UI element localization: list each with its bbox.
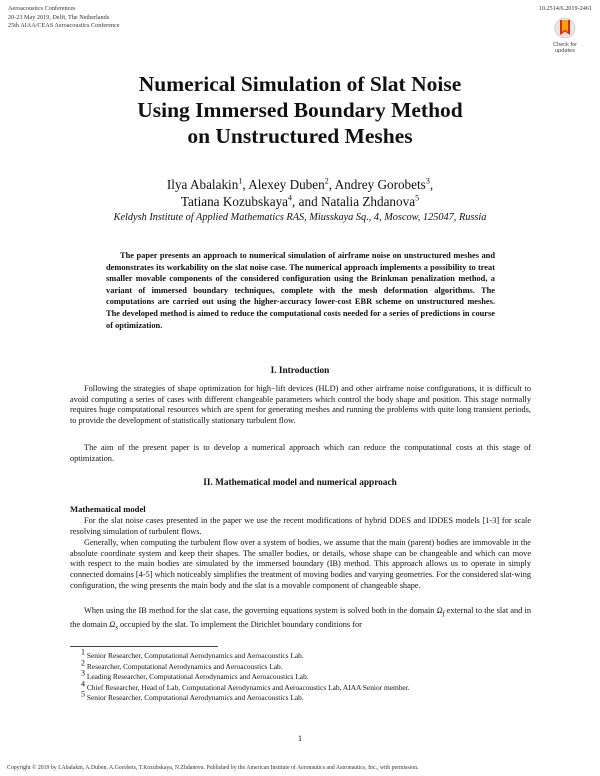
badge-line2: updates [555, 48, 575, 54]
author-name: Tatiana Kozubskaya [180, 193, 289, 209]
bookmark-icon [554, 17, 576, 41]
author-footnote-mark: 3 [425, 176, 430, 186]
author-footnote-mark: 5 [415, 193, 420, 203]
intro-paragraph-2: The aim of the present paper is to develop a numerical approach which can reduce the computational costs at this stage of optimization. [70, 443, 531, 463]
author-separator: , [328, 177, 335, 192]
model-paragraph-2: Generally, when computing the turbulent flow over a system of bodies, we assume that the main (parent) bodies are immovable in the absolute coordinate system and keep their shapes. The smaller bodies, or details, whose shape can be changeable and which can move with respect to the main bodies are simulated by the immersed boundary (IB) method. This approach allows us to operate in simply connected domains [4-5] which noticeably simplifies the treatment of moving bodies and varying geometries. For the considered slat-wing configuration, the wing presents the main body and the slat is a movable component of changeable shape. [70, 538, 531, 590]
section-heading-introduction: I. Introduction [270, 366, 330, 376]
author-name: Alexey Duben [248, 177, 325, 192]
model-paragraph-1: For the slat noise cases presented in the paper we use the recent modifications of hybrid DDES and IDDES models [1-3] for scale resolving simulation of turbulent flows. [70, 516, 531, 536]
omega-f-symbol: $\Omega_f$ [436, 606, 445, 618]
footnote: $^1$ Senior Researcher, Computational Aerodynamics and Aeroacoustics Lab. [81, 647, 304, 660]
author-separator: , [242, 177, 249, 192]
paragraph-text: occupied by the slat. To implement the Dirichlet boundary conditions for [119, 620, 362, 630]
title-line: Numerical Simulation of Slat Noise [138, 72, 462, 96]
author-separator: , and [292, 193, 321, 209]
affiliation: Keldysh Institute of Applied Mathematics RAS, Miusskaya Sq., 4, Moscow, 125047, Russia [113, 212, 487, 223]
doi-label[interactable]: 10.2514/6.2019-2461 [538, 5, 592, 12]
footnote: $^3$ Leading Researcher, Computational Aerodynamics and Aeroacoustics Lab. [81, 668, 309, 681]
footnote-divider [70, 646, 218, 647]
paper-title [60, 71, 540, 149]
omega-s-symbol: $\Omega_s$ [109, 620, 118, 633]
page-number: 1 [297, 733, 303, 743]
conference-line: Aeroacoustics Conferences [8, 5, 76, 12]
model-paragraph-3 [70, 606, 531, 635]
title-line: on Unstructured Meshes [187, 124, 413, 148]
badge-line1: Check for [553, 42, 577, 48]
intro-paragraph-1: Following the strategies of shape optimization for high−lift devices (HLD) and other airframe noise configurations, it is difficult to avoid computing a series of cases with different changeable parameters which control the body shape and position. This stage normally requires huge computational resources which are spent for generating meshes and running the problems with quite long transient periods, to provide the development of statistically stationary turbulent flow. [70, 384, 531, 426]
footnote: $^2$ Researcher, Computational Aerodynamics and Aeroacoustics Lab. [81, 658, 283, 671]
author-name: Ilya Abalakin [166, 177, 239, 192]
paragraph-text: external to the slat and in the domain [70, 606, 531, 630]
author-name: Natalia Zhdanova [320, 193, 416, 209]
conference-line: 20-23 May 2019, Delft, The Netherlands [8, 13, 110, 21]
author-line-1 [40, 177, 560, 194]
conference-line: 25th AIAA/CEAS Aeroacoustics Conference [8, 22, 120, 30]
author-name: Andrey Gorobets [334, 177, 426, 192]
title-line: Using Immersed Boundary Method [137, 98, 463, 122]
conference-header [8, 5, 120, 31]
author-footnote-mark: 2 [324, 176, 329, 186]
author-line-2 [40, 194, 560, 211]
author-list [40, 177, 560, 210]
footnote: $^4$ Chief Researcher, Head of Lab, Computational Aerodynamics and Aeroacoustics Lab, AIAA Senior member. [81, 679, 410, 692]
subsection-heading-mathematical-model: Mathematical model [70, 504, 146, 514]
author-footnote-mark: 4 [288, 193, 293, 203]
paragraph-text: When using the IB method for the slat case, the governing equations system is solved both in the domain [84, 606, 435, 615]
footnotes [81, 647, 410, 704]
author-footnote-mark: 1 [238, 176, 243, 186]
section-heading-model: II. Mathematical model and numerical approach [203, 478, 397, 488]
check-for-updates-badge[interactable] [549, 17, 581, 59]
abstract: The paper presents an approach to numerical simulation of airframe noise on unstructured meshes and demonstrates its workability on the slat noise case. The numerical approach implements a possibility to treat smaller movable components of the considered configuration using the Brinkman penalization method, a variant of immersed boundary techniques, complete with the mesh deformation algorithms. The computations are carried out using the higher-accuracy lower-cost EBR scheme on unstructured meshes. The developed method is aimed to reduce the computational costs needed for a series of predictions in course of optimization. [106, 251, 495, 330]
copyright-notice: Copyright © 2019 by I.Abalakin, A.Duben, A.Gorobets, T.Kozubskaya, N.Zhdanova. Published by the American Institute of Aeronautics and Astronautics, Inc., with permission. [7, 765, 419, 771]
footnote: $^5$ Senior Researcher, Computational Aerodynamics and Aeroacoustics Lab. [81, 689, 304, 702]
author-separator: , [429, 177, 434, 192]
